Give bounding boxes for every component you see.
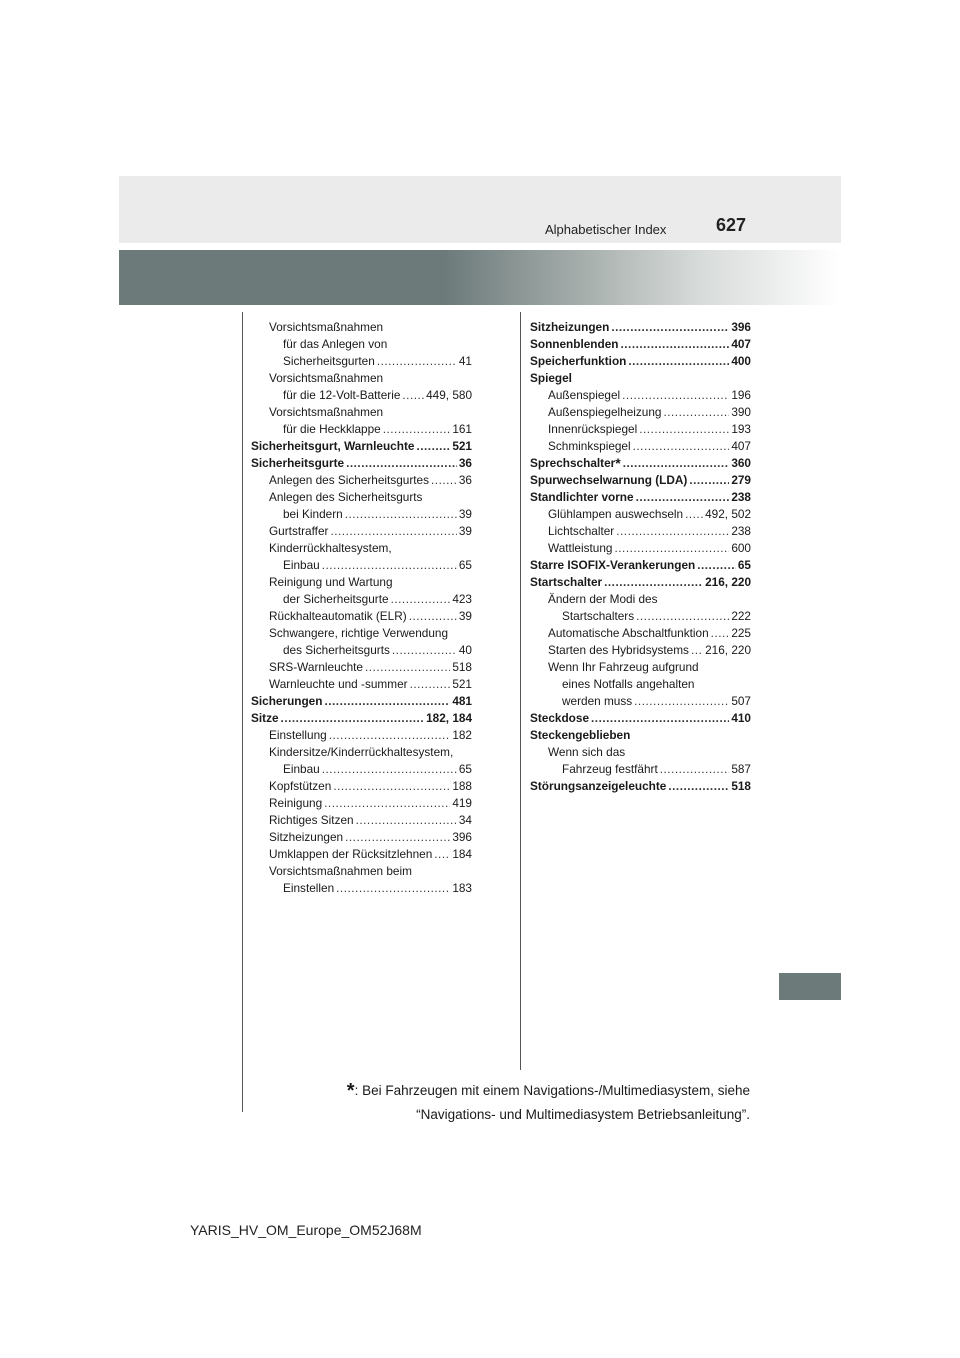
index-entry <box>530 693 751 710</box>
index-entry-term: Wenn Ihr Fahrzeug aufgrund <box>548 660 699 674</box>
index-entry-term: Standlichter vorne <box>530 490 634 504</box>
index-entry-page: 36 <box>458 473 472 487</box>
index-entry <box>530 574 751 591</box>
dot-leader <box>611 319 729 336</box>
index-entry-page: 360 <box>731 456 751 470</box>
left-margin-rule <box>242 312 243 1112</box>
dot-leader <box>416 438 450 455</box>
index-entry-page: 222 <box>731 609 751 623</box>
index-entry <box>251 404 472 421</box>
index-entry <box>251 574 472 591</box>
header-title: Alphabetischer Index <box>545 222 667 237</box>
dot-leader <box>660 761 730 778</box>
index-entry-term: Sitzheizungen <box>269 830 344 844</box>
index-entry-term: Vorsichtsmaßnahmen beim <box>269 864 412 878</box>
index-entry-term: Sonnenblenden <box>530 337 619 351</box>
index-entry-term: Sprechschalter <box>530 456 616 470</box>
index-entry-term: Umklappen der Rücksitzlehnen <box>269 847 433 861</box>
index-entry <box>530 353 751 370</box>
index-entry-page: 161 <box>452 422 472 436</box>
index-entry-page: 518 <box>731 779 751 793</box>
footnote-star: * <box>615 455 621 471</box>
dot-leader <box>383 421 451 438</box>
footnote <box>347 1079 750 1127</box>
index-entry-term: des Sicherheitsgurts <box>283 643 390 657</box>
dot-leader <box>409 608 457 625</box>
index-entry <box>251 319 472 336</box>
index-entry-page: 521 <box>452 677 472 691</box>
index-entry-term: der Sicherheitsgurte <box>283 592 389 606</box>
index-entry <box>251 591 472 608</box>
index-entry-page: 481 <box>452 694 472 708</box>
index-entry <box>251 489 472 506</box>
index-entry-term: Einstellung <box>269 728 327 742</box>
dot-leader <box>322 761 457 778</box>
dot-leader <box>636 608 729 625</box>
index-entry <box>530 404 751 421</box>
index-entry-term: für das Anlegen von <box>283 337 388 351</box>
dot-leader <box>356 812 457 829</box>
section-banner <box>119 250 841 305</box>
index-entry <box>530 557 751 574</box>
index-entry-term: Startschalters <box>562 609 635 623</box>
index-entry-page: 407 <box>731 337 751 351</box>
dot-leader <box>322 557 457 574</box>
index-entry-page: 449, 580 <box>426 388 472 402</box>
index-entry-term: Glühlampen auswechseln <box>548 507 684 521</box>
index-entry <box>530 625 751 642</box>
index-entry <box>251 693 472 710</box>
index-entry-term: Vorsichtsmaßnahmen <box>269 405 384 419</box>
index-entry <box>251 608 472 625</box>
dot-leader <box>324 795 450 812</box>
index-entry <box>530 761 751 778</box>
dot-leader <box>345 506 457 523</box>
index-entry-term: Vorsichtsmaßnahmen <box>269 320 384 334</box>
index-entry-term: Einstellen <box>283 881 335 895</box>
index-entry-term: Kinderrückhaltesystem, <box>269 541 392 555</box>
dot-leader <box>410 676 451 693</box>
index-entry-page: 390 <box>731 405 751 419</box>
index-entry-term: Einbau <box>283 762 320 776</box>
index-entry <box>251 727 472 744</box>
index-entry <box>251 421 472 438</box>
index-entry-term: Ändern der Modi des <box>548 592 658 606</box>
index-entry-term: Warnleuchte und -summer <box>269 677 408 691</box>
index-entry-term: bei Kindern <box>283 507 343 521</box>
index-entry-term: Sicherheitsgurt, Warnleuchte <box>251 439 415 453</box>
page-number: 627 <box>716 215 747 235</box>
index-entry-page: 39 <box>458 507 472 521</box>
dot-leader <box>639 421 729 438</box>
index-entry-term: Sicherungen <box>251 694 323 708</box>
dot-leader <box>691 642 703 659</box>
dot-leader <box>711 625 730 642</box>
index-entry-term: für die 12-Volt-Batterie <box>283 388 401 402</box>
index-entry <box>530 778 751 795</box>
index-entry <box>530 387 751 404</box>
index-entry <box>251 557 472 574</box>
index-entry <box>530 438 751 455</box>
index-entry-term: Startschalter <box>530 575 603 589</box>
index-entry-term: Vorsichtsmaßnahmen <box>269 371 384 385</box>
index-entry <box>530 506 751 523</box>
index-entry-term: Starten des Hybridsystems <box>548 643 689 657</box>
index-entry-page: 65 <box>458 762 472 776</box>
dot-leader <box>633 438 730 455</box>
index-entry <box>251 812 472 829</box>
index-entry-term: Anlegen des Sicherheitsgurts <box>269 490 423 504</box>
dot-leader <box>336 880 450 897</box>
dot-leader <box>377 353 457 370</box>
index-entry-page: 238 <box>731 490 751 504</box>
index-entry <box>251 829 472 846</box>
dot-leader <box>324 693 450 710</box>
dot-leader <box>392 642 457 659</box>
index-entry-page: 423 <box>452 592 472 606</box>
index-entry <box>530 659 751 676</box>
index-entry <box>251 370 472 387</box>
index-entry-term: Störungsanzeigeleuchte <box>530 779 667 793</box>
dot-leader <box>365 659 450 676</box>
index-entry <box>530 370 751 387</box>
index-entry-page: 518 <box>452 660 472 674</box>
dot-leader <box>628 353 729 370</box>
index-entry-page: 65 <box>458 558 472 572</box>
index-entry-page: 188 <box>452 779 472 793</box>
index-entry-term: Wenn sich das <box>548 745 626 759</box>
index-entry-term: Sicherheitsgurten <box>283 354 375 368</box>
dot-leader <box>391 591 451 608</box>
index-entry-term: Fahrzeug festfährt <box>562 762 658 776</box>
index-entry-term: Schminkspiegel <box>548 439 631 453</box>
index-entry <box>251 353 472 370</box>
index-entry-term: Reinigung <box>269 796 323 810</box>
dot-leader <box>689 472 729 489</box>
dot-leader <box>668 778 729 795</box>
index-entry-term: Richtiges Sitzen <box>269 813 354 827</box>
index-entry-term: Einbau <box>283 558 320 572</box>
dot-leader <box>333 778 450 795</box>
index-entry <box>530 455 751 472</box>
dot-leader <box>345 829 450 846</box>
index-entry <box>251 455 472 472</box>
index-entry <box>530 540 751 557</box>
index-entry <box>251 336 472 353</box>
dot-leader <box>591 710 729 727</box>
index-entry-term: Außenspiegel <box>548 388 621 402</box>
index-entry <box>530 489 751 506</box>
index-entry-term: werden muss <box>562 694 633 708</box>
index-entry-term: Innenrückspiegel <box>548 422 638 436</box>
index-entry-term: Steckengeblieben <box>530 728 631 742</box>
index-entry <box>530 744 751 761</box>
index-entry <box>530 472 751 489</box>
index-entry <box>251 744 472 761</box>
index-entry-page: 587 <box>731 762 751 776</box>
dot-leader <box>685 506 703 523</box>
index-entry-page: 36 <box>458 456 472 470</box>
dot-leader <box>330 523 456 540</box>
dot-leader <box>663 404 729 421</box>
index-entry <box>251 472 472 489</box>
index-entry-term: Kopfstützen <box>269 779 332 793</box>
index-entry <box>251 880 472 897</box>
index-entry-page: 193 <box>731 422 751 436</box>
dot-leader <box>434 846 450 863</box>
index-entry <box>530 608 751 625</box>
index-entry-page: 507 <box>731 694 751 708</box>
index-entry <box>251 846 472 863</box>
index-entry <box>530 336 751 353</box>
index-entry <box>530 421 751 438</box>
index-entry-term: Gurtstraffer <box>269 524 329 538</box>
index-column-right <box>530 319 751 795</box>
index-entry <box>530 676 751 693</box>
index-entry <box>251 438 472 455</box>
index-entry-term: Rückhalteautomatik (ELR) <box>269 609 407 623</box>
index-entry-page: 410 <box>731 711 751 725</box>
index-entry-page: 182 <box>452 728 472 742</box>
footnote-line-1: *: Bei Fahrzeugen mit einem Navigations-/Multimediasystem, siehe <box>346 1080 750 1102</box>
index-entry-term: Steckdose <box>530 711 590 725</box>
index-entry <box>251 387 472 404</box>
index-entry-term: Speicherfunktion <box>530 354 627 368</box>
dot-leader <box>614 540 729 557</box>
index-entry-page: 34 <box>458 813 472 827</box>
index-entry-page: 400 <box>731 354 751 368</box>
index-entry-page: 419 <box>452 796 472 810</box>
index-entry-term: SRS-Warnleuchte <box>269 660 363 674</box>
index-entry-page: 182, 184 <box>426 711 472 725</box>
index-entry <box>251 778 472 795</box>
index-entry <box>251 506 472 523</box>
index-entry-page: 279 <box>731 473 751 487</box>
index-entry-term: Reinigung und Wartung <box>269 575 393 589</box>
index-entry <box>530 319 751 336</box>
document-code: YARIS_HV_OM_Europe_OM52J68M <box>190 1222 422 1238</box>
index-entry-page: 216, 220 <box>705 575 751 589</box>
index-entry-term: Automatische Abschaltfunktion <box>548 626 709 640</box>
index-entry <box>251 642 472 659</box>
dot-leader <box>346 455 457 472</box>
index-entry <box>530 710 751 727</box>
index-entry-term: Außenspiegelheizung <box>548 405 662 419</box>
index-entry-term: Lichtschalter <box>548 524 615 538</box>
index-entry-page: 396 <box>452 830 472 844</box>
index-entry <box>251 710 472 727</box>
index-entry-page: 225 <box>731 626 751 640</box>
dot-leader <box>623 455 730 472</box>
index-entry-page: 396 <box>731 320 751 334</box>
dot-leader <box>604 574 703 591</box>
index-entry <box>251 676 472 693</box>
dot-leader <box>620 336 729 353</box>
index-entry-page: 600 <box>731 541 751 555</box>
index-entry-page: 238 <box>731 524 751 538</box>
dot-leader <box>281 710 425 727</box>
dot-leader <box>634 693 729 710</box>
index-entry-term: Sitzheizungen <box>530 320 610 334</box>
index-entry-page: 492, 502 <box>705 507 751 521</box>
index-entry <box>251 523 472 540</box>
index-entry-term: Spiegel <box>530 371 572 385</box>
index-entry-term: Anlegen des Sicherheitsgurtes <box>269 473 430 487</box>
index-entry <box>251 625 472 642</box>
index-entry-term: Starre ISOFIX-Verankerungen <box>530 558 696 572</box>
dot-leader <box>616 523 729 540</box>
index-entry <box>251 795 472 812</box>
index-entry-term: Wattleistung <box>548 541 613 555</box>
dot-leader <box>402 387 424 404</box>
index-entry-term: Sicherheitsgurte <box>251 456 345 470</box>
index-entry-term: Schwangere, richtige Verwendung <box>269 626 449 640</box>
index-entry <box>251 659 472 676</box>
index-entry-page: 65 <box>737 558 751 572</box>
index-entry-page: 39 <box>458 524 472 538</box>
index-entry-term: Kindersitze/Kinderrückhaltesystem, <box>269 745 454 759</box>
column-divider <box>520 312 521 1070</box>
index-entry-page: 40 <box>458 643 472 657</box>
index-entry <box>251 540 472 557</box>
index-entry-term: Spurwechselwarnung (LDA) <box>530 473 688 487</box>
index-entry-page: 521 <box>452 439 472 453</box>
index-entry <box>251 863 472 880</box>
index-entry-page: 184 <box>452 847 472 861</box>
index-entry-term: Sitze <box>251 711 279 725</box>
dot-leader <box>636 489 730 506</box>
footnote-line-2: “Navigations- und Multimediasystem Betriebsanleitung”. <box>416 1107 750 1122</box>
index-entry-page: 216, 220 <box>705 643 751 657</box>
dot-leader <box>431 472 457 489</box>
index-entry-page: 39 <box>458 609 472 623</box>
index-entry <box>530 642 751 659</box>
index-entry <box>530 727 751 744</box>
chapter-tab-marker <box>779 973 841 1000</box>
dot-leader <box>622 387 729 404</box>
index-entry-term: für die Heckklappe <box>283 422 381 436</box>
index-entry-page: 407 <box>731 439 751 453</box>
dot-leader <box>697 557 736 574</box>
dot-leader <box>329 727 451 744</box>
index-entry <box>530 591 751 608</box>
index-entry <box>251 761 472 778</box>
index-entry-page: 196 <box>731 388 751 402</box>
index-entry-page: 183 <box>452 881 472 895</box>
index-column-left <box>251 319 472 897</box>
footnote-star: * <box>346 1080 355 1102</box>
index-entry-term: eines Notfalls angehalten <box>562 677 695 691</box>
index-entry-page: 41 <box>458 354 472 368</box>
index-entry <box>530 523 751 540</box>
